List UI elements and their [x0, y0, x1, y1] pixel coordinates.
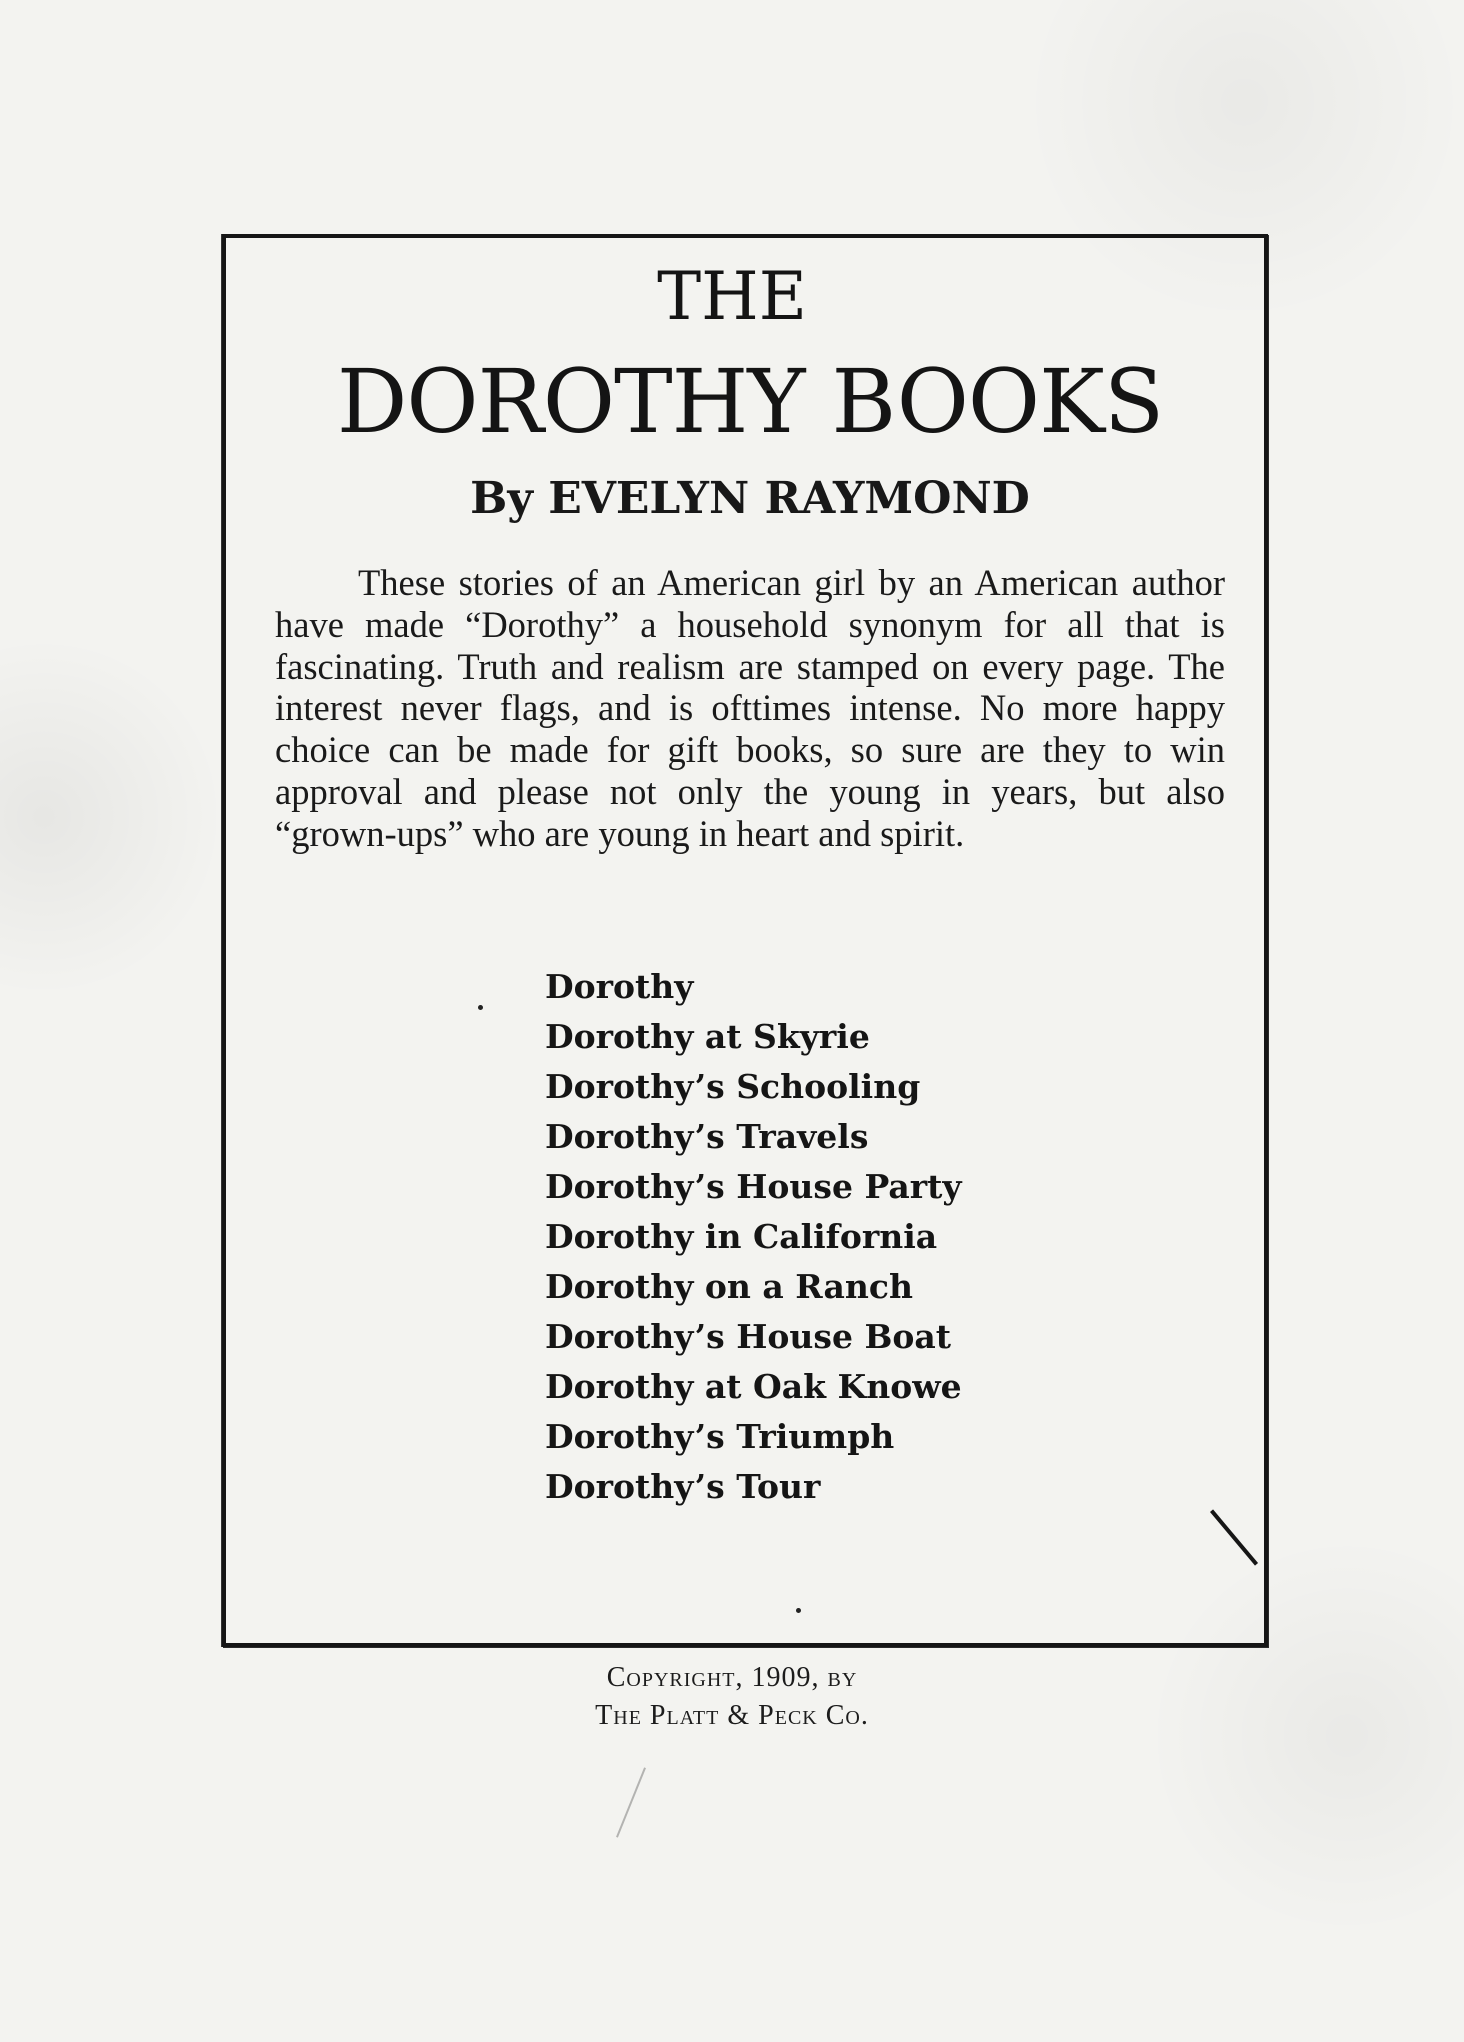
book-title: Dorothy’s House Party: [545, 1167, 962, 1206]
author-byline: By EVELYN RAYMOND: [470, 473, 1030, 524]
series-title-the: THE: [657, 258, 807, 335]
ink-speck: [478, 1005, 483, 1010]
book-title: Dorothy at Oak Knowe: [545, 1367, 962, 1406]
book-title: Dorothy at Skyrie: [545, 1017, 870, 1056]
paper-scratch: [616, 1767, 646, 1837]
book-title: Dorothy’s House Boat: [545, 1317, 951, 1356]
book-title-list: [545, 962, 962, 1512]
book-title: Dorothy: [545, 967, 694, 1006]
book-title: Dorothy’s Tour: [545, 1467, 821, 1506]
publisher-name: The Platt & Peck Co.: [595, 1700, 869, 1731]
series-description: These stories of an American girl by an American author have made “Dorothy” a household synonym for all that is fascinating. Truth and realism are stamped on every page. The interest never flags, and is ofttimes intense. No more happy choice can be made for gift books, so sure are they to win approval and please not only the young in years, but also “grown-ups” who are young in heart and spirit.: [275, 562, 1225, 854]
book-title: Dorothy’s Travels: [545, 1117, 869, 1156]
ink-speck: [796, 1608, 801, 1613]
book-title: Dorothy on a Ranch: [545, 1267, 913, 1306]
book-title: Dorothy in California: [545, 1217, 938, 1256]
book-title: Dorothy’s Triumph: [545, 1417, 895, 1456]
book-title: Dorothy’s Schooling: [545, 1067, 921, 1106]
copyright-notice: Copyright, 1909, by: [606, 1662, 858, 1693]
series-title: DOROTHY BOOKS: [336, 350, 1164, 453]
